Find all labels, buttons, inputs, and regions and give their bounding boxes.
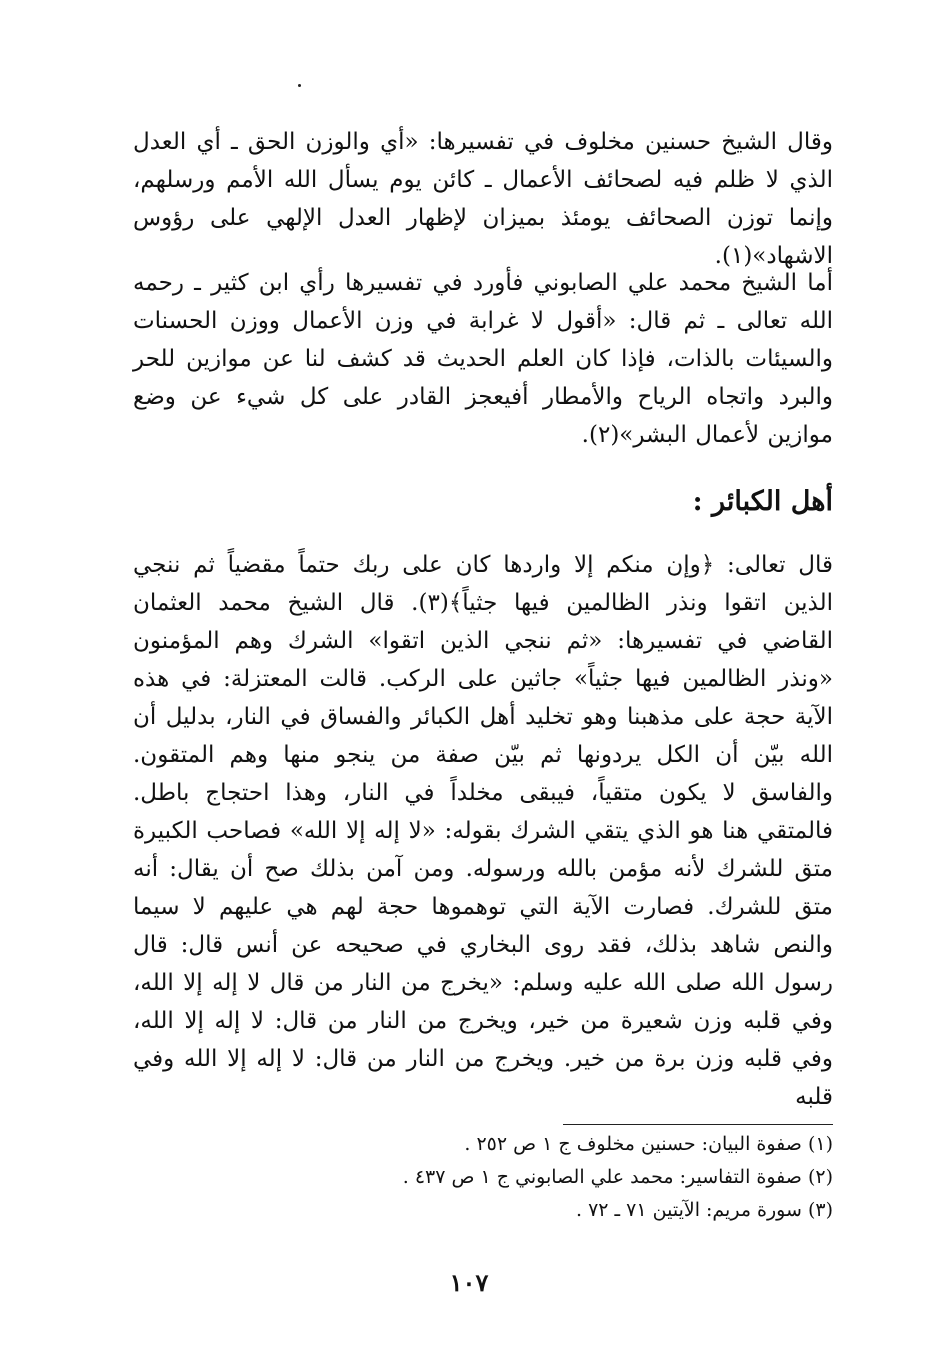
footnote-item: (١) صفوة البيان: حسنين مخلوف ج ١ ص ٢٥٢ . xyxy=(464,1133,833,1155)
paragraph-major-sins: قال تعالى: ﴿وإن منكم إلا واردها كان على ربك حتماً مقضياً ثم ننجي الذين اتقوا ونذر الظالمين فيها جثياً﴾(٣). قال الشيخ محمد العثمان القاضي في تفسيرها: «ثم ننجي الذين اتقوا» الشرك وهم المؤمنون «ونذر الظالمين فيها جثياً» جاثين على الركب. قالت المعتزلة: في هذه الآية حجة على مذهبنا وهو تخليد أهل الكبائر والفساق في النار، بدليل أن الله بيّن أن الكل يردونها ثم بيّن صفة من ينجو منها وهم المتقون. والفاسق لا يكون متقياً، فيبقى مخلداً في النار، وهذا احتجاج باطل. فالمتقي هنا هو الذي يتقي الشرك بقوله: «لا إله إلا الله» فصاحب الكبيرة متق للشرك لأنه مؤمن بالله ورسوله. ومن آمن بذلك صح أن يقال: أنه متق للشرك. فصارت الآية التي توهموها حجة لهم هي عليهم لا سيما والنص شاهد بذلك، فقد روى البخاري في صحيحه عن أنس قال: قال رسول الله صلى الله عليه وسلم: «يخرج من النار من قال لا إله إلا الله، وفي قلبه وزن شعيرة من خير، ويخرج من النار من قال: لا إله إلا الله، وفي قلبه وزن برة من خير. ويخرج من النار من قال: لا إله إلا الله وفي قلبه xyxy=(133,552,833,1110)
page-number: ١٠٧ xyxy=(449,1268,489,1297)
paragraph-sabouni-quote: أما الشيخ محمد علي الصابوني فأورد في تفسيرها رأي ابن كثير ـ رحمه الله تعالى ـ ثم قال: «أقول لا غرابة في وزن الأعمال ووزن الحسنات والسيئات بالذات، فإذا كان العلم الحديث قد كشف لنا عن موازين للحر والبرد واتجاه الرياح والأمطار أفيعجز القادر على كل شيء عن وضع موازين لأعمال البشر»(٢). xyxy=(133,270,833,448)
ink-speck xyxy=(298,84,301,87)
paragraph-makhlouf-quote: وقال الشيخ حسنين مخلوف في تفسيرها: «أي والوزن الحق ـ أي العدل الذي لا ظلم فيه لصحائف الأعمال ـ كائن يوم يسأل الله الأمم ورسلهم، وإنما توزن الصحائف يومئذ بميزان لإظهار العدل الإلهي على رؤوس الاشهاد»(١). xyxy=(133,129,833,269)
footnote-divider xyxy=(563,1124,833,1125)
footnote-item: (٣) سورة مريم: الآيتين ٧١ ـ ٧٢ . xyxy=(576,1199,833,1221)
section-heading: أهل الكبائر : xyxy=(692,486,833,517)
footnote-list xyxy=(403,1128,833,1227)
footnote-item: (٢) صفوة التفاسير: محمد علي الصابوني ج ١ ص ٤٣٧ . xyxy=(402,1166,833,1188)
